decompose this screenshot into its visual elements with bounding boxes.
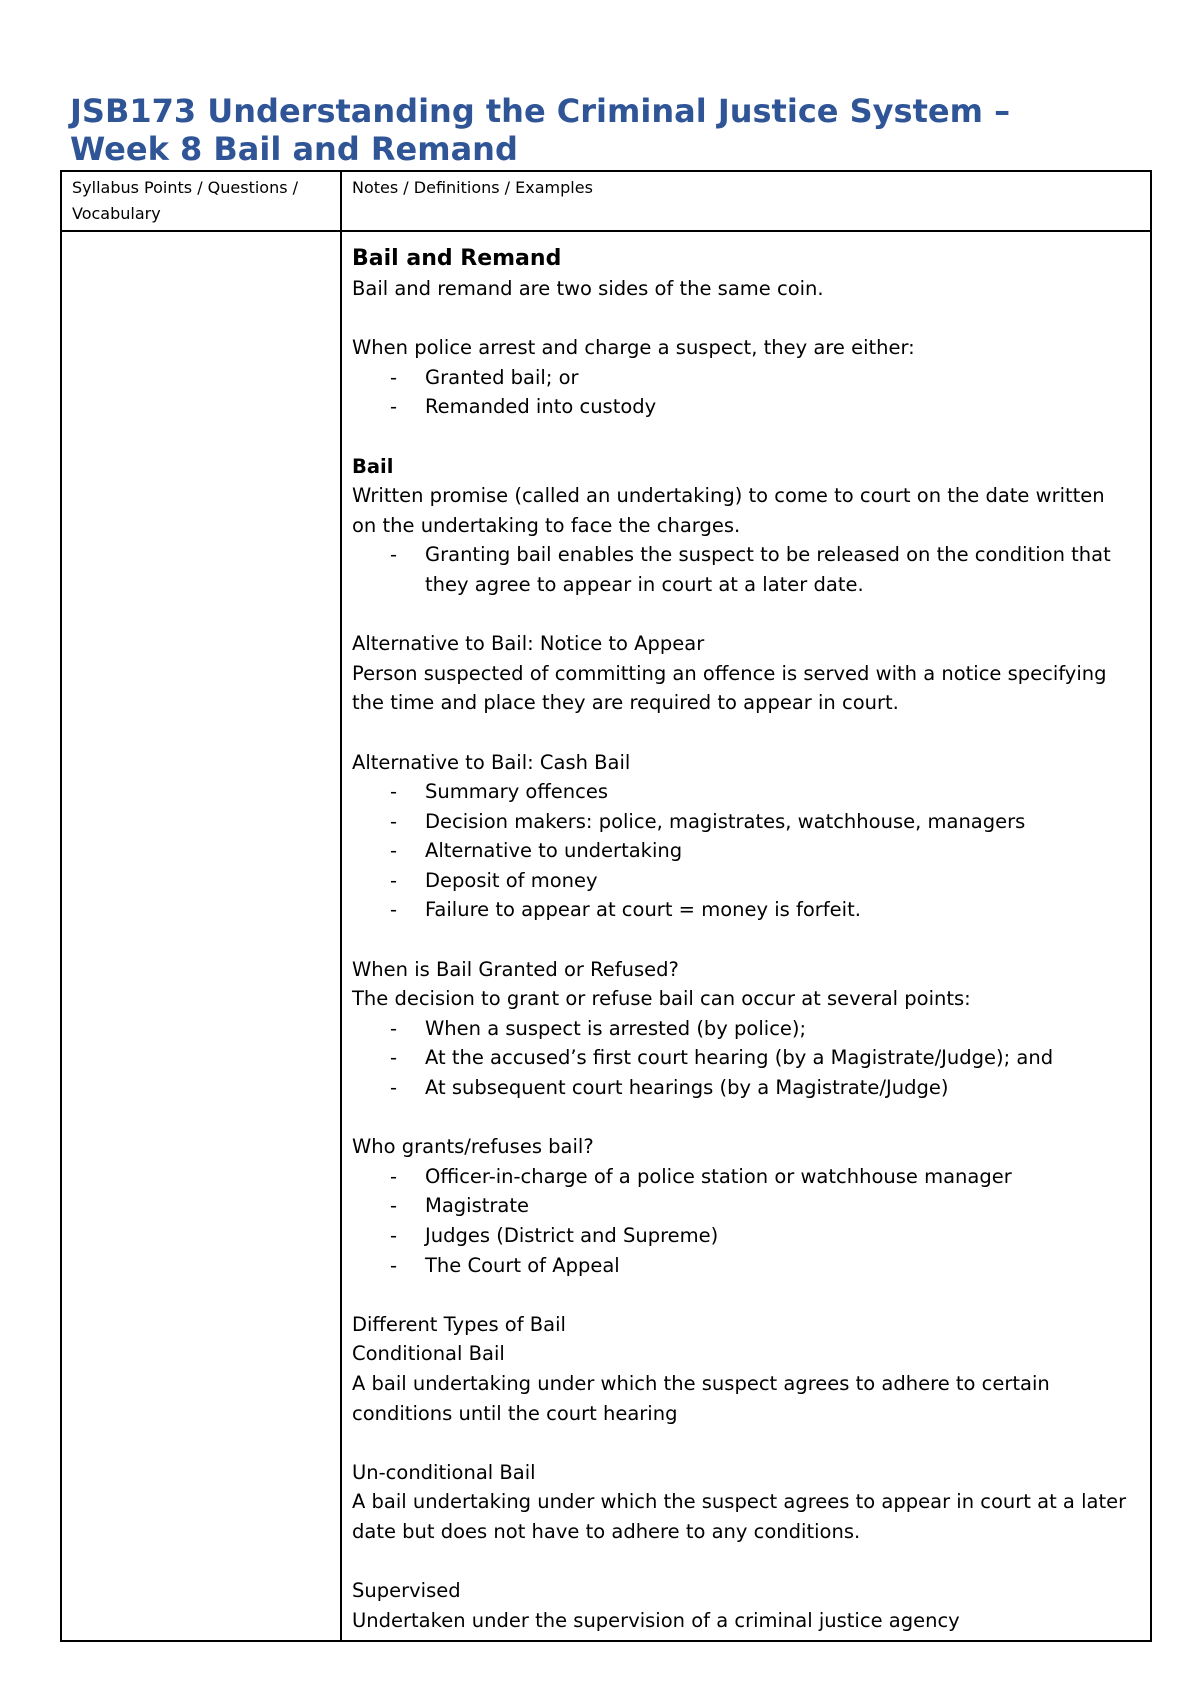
when-granted-text: The decision to grant or refuse bail can occur at several points:	[352, 987, 971, 1011]
subheading-conditional-bail: Conditional Bail	[352, 1342, 505, 1366]
bail-definition: Written promise (called an undertaking) to come to court on the date written on the undertaking to face the charges.	[352, 484, 1105, 537]
table-body-row	[61, 231, 1151, 1641]
subheading-supervised: Supervised	[352, 1579, 461, 1603]
when-granted-list	[352, 1014, 1132, 1103]
cash-bail-list	[352, 777, 1132, 925]
intro-text: Bail and remand are two sides of the same coin.	[352, 277, 824, 300]
conditional-bail-text: A bail undertaking under which the suspect agrees to adhere to certain conditions until the court hearing	[352, 1371, 1050, 1425]
notes-cell	[341, 231, 1151, 1641]
header-notes: Notes / Definitions / Examples	[341, 171, 1151, 231]
list-item: - Summary offences	[352, 777, 1132, 807]
section-heading-bail: Bail	[352, 454, 394, 478]
list-item: - Granting bail enables the suspect to be released on the condition that they agree to appear in court at a later date.	[352, 540, 1132, 599]
list-item: - Failure to appear at court = money is forfeit.	[352, 895, 1132, 925]
page-title	[70, 92, 1150, 168]
section-heading-cash-bail: Alternative to Bail: Cash Bail	[352, 750, 631, 774]
supervised-text: Undertaken under the supervision of a criminal justice agency	[352, 1608, 960, 1632]
section-heading-notice-to-appear: Alternative to Bail: Notice to Appear	[352, 632, 705, 656]
unconditional-bail-text: A bail undertaking under which the suspect agrees to appear in court at a later date but does not have to adhere to any conditions.	[352, 1490, 1127, 1543]
who-grants-list	[352, 1162, 1132, 1280]
list-item: - Magistrate	[352, 1191, 1132, 1221]
list-item: - At subsequent court hearings (by a Magistrate/Judge)	[352, 1073, 1132, 1103]
arrest-list	[352, 363, 1132, 422]
section-heading-bail-and-remand: Bail and Remand	[352, 246, 562, 271]
header-syllabus-points: Syllabus Points / Questions / Vocabulary	[61, 171, 341, 231]
bail-list	[352, 540, 1132, 599]
section-heading-who-grants: Who grants/refuses bail?	[352, 1135, 594, 1159]
list-item: - Remanded into custody	[352, 392, 1132, 422]
section-heading-when-granted: When is Bail Granted or Refused?	[352, 957, 679, 981]
page-title-line-1: JSB173 Understanding the Criminal Justice System –	[70, 92, 1011, 130]
list-item: - Deposit of money	[352, 866, 1132, 896]
list-item: - When a suspect is arrested (by police);	[352, 1014, 1132, 1044]
list-item: - At the accused’s first court hearing (by a Magistrate/Judge); and	[352, 1043, 1132, 1073]
page-title-line-2: Week 8 Bail and Remand	[70, 130, 518, 168]
subheading-unconditional-bail: Un-conditional Bail	[352, 1460, 536, 1484]
section-heading-types-of-bail: Different Types of Bail	[352, 1312, 566, 1336]
list-item: - Decision makers: police, magistrates, watchhouse, managers	[352, 807, 1132, 837]
list-item: - Officer-in-charge of a police station or watchhouse manager	[352, 1162, 1132, 1192]
list-item: - Judges (District and Supreme)	[352, 1221, 1132, 1251]
list-item: - Granted bail; or	[352, 363, 1132, 393]
list-item: - The Court of Appeal	[352, 1251, 1132, 1281]
list-item: - Alternative to undertaking	[352, 836, 1132, 866]
syllabus-points-cell	[61, 231, 341, 1641]
notes-table	[60, 170, 1152, 1642]
arrest-intro-text: When police arrest and charge a suspect, they are either:	[352, 336, 915, 360]
table-header-row	[61, 171, 1151, 231]
notice-to-appear-text: Person suspected of committing an offence is served with a notice specifying the time and place they are required to appear in court.	[352, 661, 1107, 715]
